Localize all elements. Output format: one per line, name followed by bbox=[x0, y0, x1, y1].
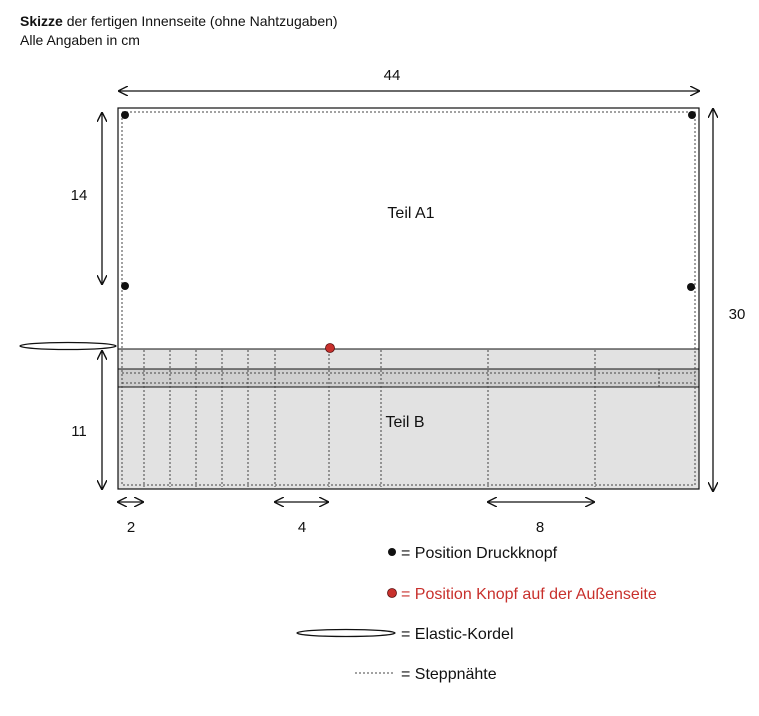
legend-button-text: = Position Knopf auf der Außenseite bbox=[401, 586, 657, 603]
dim-large-label: 8 bbox=[535, 519, 545, 536]
dim-height-top-label: 14 bbox=[70, 187, 88, 204]
legend-elastic-icon bbox=[297, 630, 395, 637]
sketch-title-bold: Skizze bbox=[20, 13, 63, 29]
dim-height-bottom-label: 11 bbox=[71, 423, 87, 440]
dim-medium-label: 4 bbox=[297, 519, 307, 536]
legend-snap-text: = Position Druckknopf bbox=[401, 545, 558, 562]
elastic-casing-band bbox=[118, 369, 699, 387]
dim-small-label: 2 bbox=[126, 519, 136, 536]
sketch-title-rest: der fertigen Innenseite (ohne Nahtzugaben) bbox=[62, 13, 338, 29]
legend-button-icon bbox=[388, 589, 397, 598]
legend bbox=[297, 545, 657, 683]
dim-height-total-label: 30 bbox=[728, 306, 746, 323]
legend-elastic-text: = Elastic-Kordel bbox=[401, 626, 514, 643]
sketch-subtitle: Alle Angaben in cm bbox=[20, 32, 140, 48]
snap-top-left bbox=[121, 111, 129, 119]
panel-b-label: Teil B bbox=[385, 414, 425, 431]
elastic-cord bbox=[20, 343, 116, 350]
legend-snap-icon bbox=[388, 548, 396, 556]
panel-a1-label: Teil A1 bbox=[387, 205, 435, 222]
dim-width-label: 44 bbox=[383, 67, 401, 84]
legend-stitch-text: = Steppnähte bbox=[401, 666, 497, 683]
snap-mid-left bbox=[121, 282, 129, 290]
snap-mid-right bbox=[687, 283, 695, 291]
snap-top-right bbox=[688, 111, 696, 119]
outer-button-position bbox=[326, 344, 335, 353]
